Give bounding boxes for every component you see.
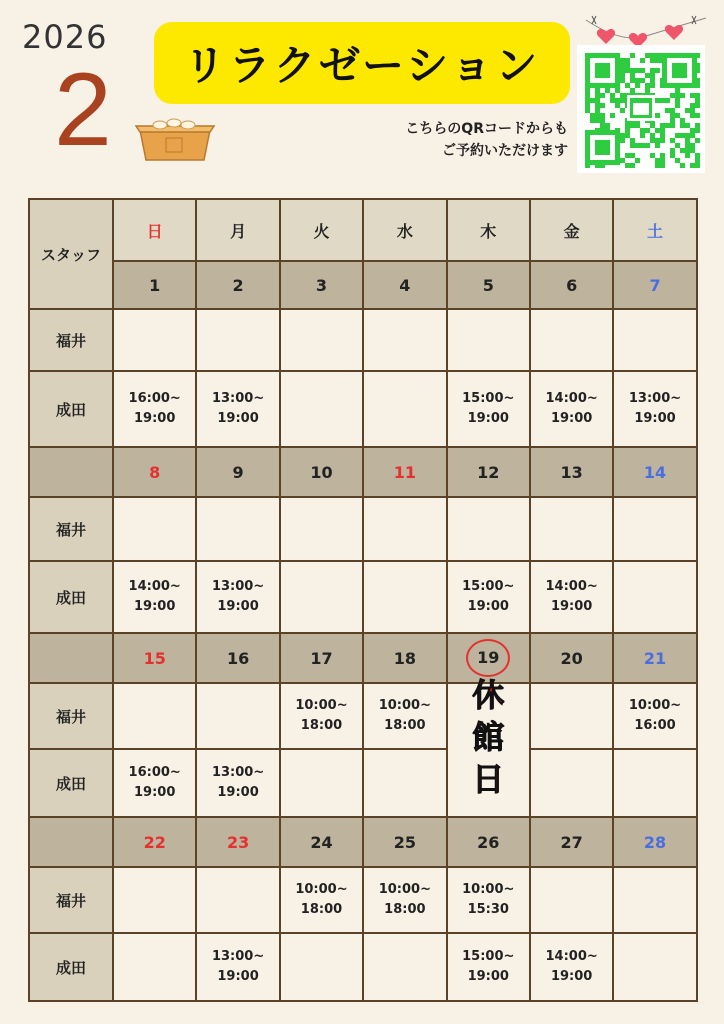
schedule-slot[interactable] — [530, 867, 613, 933]
schedule-slot[interactable] — [613, 309, 696, 371]
slot-end-time: 19:00 — [217, 599, 259, 614]
weekday-header — [363, 199, 446, 261]
staff-name — [29, 561, 113, 633]
schedule-slot[interactable] — [196, 867, 279, 933]
slot-start-time: 10:00~ — [628, 698, 682, 713]
date-number: 28 — [643, 832, 667, 852]
date-number: 24 — [310, 832, 333, 852]
schedule-table — [28, 198, 698, 1002]
schedule-slot[interactable] — [113, 497, 196, 561]
schedule-slot[interactable] — [447, 309, 530, 371]
schedule-slot[interactable] — [530, 683, 613, 749]
schedule-slot[interactable] — [113, 749, 196, 817]
date-cell[interactable] — [530, 633, 613, 683]
staff-name-label: 成田 — [55, 400, 86, 419]
schedule-slot[interactable] — [196, 497, 279, 561]
slot-start-time: 13:00~ — [211, 949, 265, 964]
staff-name-label: 成田 — [55, 774, 86, 793]
date-number: 11 — [393, 462, 416, 482]
month-number: 2 — [54, 52, 112, 168]
slot-end-time: 19:00 — [550, 411, 593, 426]
schedule-slot[interactable] — [613, 749, 696, 817]
schedule-slot[interactable] — [113, 561, 196, 633]
closed-char: 休 — [472, 676, 505, 714]
schedule-slot[interactable] — [530, 561, 613, 633]
date-cell[interactable] — [613, 817, 696, 867]
date-number: 7 — [649, 275, 661, 295]
schedule-slot[interactable] — [196, 371, 279, 447]
slot-start-time: 13:00~ — [211, 765, 265, 780]
date-number: 25 — [393, 832, 416, 852]
page-title: リラクゼーション — [183, 41, 541, 90]
slot-end-time: 19:00 — [217, 411, 259, 426]
slot-start-time: 13:00~ — [628, 391, 682, 406]
schedule-slot[interactable] — [530, 933, 613, 1001]
weekday-header — [530, 199, 613, 261]
date-cell[interactable] — [113, 447, 196, 497]
date-number: 1 — [149, 275, 161, 295]
schedule-slot[interactable] — [447, 371, 530, 447]
date-number: 14 — [643, 462, 667, 482]
schedule-slot[interactable] — [613, 867, 696, 933]
date-row-spacer — [29, 633, 113, 683]
date-cell[interactable] — [280, 633, 363, 683]
slot-start-time: 14:00~ — [545, 579, 598, 594]
schedule-slot[interactable] — [113, 867, 196, 933]
year: 2026 — [22, 18, 108, 56]
staff-name-label: 福井 — [55, 707, 86, 726]
schedule-slot[interactable] — [530, 371, 613, 447]
schedule-slot[interactable] — [113, 683, 196, 749]
schedule-slot[interactable] — [196, 749, 279, 817]
schedule-slot[interactable] — [113, 933, 196, 1001]
schedule-slot[interactable] — [530, 497, 613, 561]
slot-end-time: 19:00 — [217, 969, 259, 984]
schedule-slot[interactable] — [363, 749, 446, 817]
schedule-slot[interactable] — [113, 371, 196, 447]
qr-note-line2: ご予約いただけます — [442, 143, 568, 159]
date-number: 4 — [399, 275, 411, 295]
date-number: 12 — [477, 462, 500, 482]
schedule-slot[interactable] — [196, 683, 279, 749]
date-cell[interactable] — [613, 261, 696, 309]
weekday-label: 日 — [146, 221, 163, 241]
staff-header-label: スタッフ — [40, 245, 101, 264]
date-cell[interactable] — [280, 261, 363, 309]
date-cell[interactable] — [613, 447, 696, 497]
slot-end-time: 19:00 — [467, 411, 509, 426]
staff-name — [29, 683, 113, 749]
slot-end-time: 16:00 — [634, 718, 676, 733]
weekday-header — [613, 199, 696, 261]
slot-start-time: 15:00~ — [462, 949, 515, 964]
staff-name — [29, 309, 113, 371]
date-row-spacer — [29, 817, 113, 867]
schedule-slot[interactable] — [280, 309, 363, 371]
masu-box-icon — [134, 116, 216, 162]
schedule-slot[interactable] — [613, 497, 696, 561]
date-row-spacer — [29, 447, 113, 497]
date-cell[interactable] — [280, 817, 363, 867]
slot-end-time: 19:00 — [550, 969, 593, 984]
date-cell[interactable] — [196, 447, 279, 497]
schedule-slot[interactable] — [280, 683, 363, 749]
date-cell[interactable] — [530, 817, 613, 867]
date-cell[interactable] — [530, 447, 613, 497]
staff-name — [29, 497, 113, 561]
slot-end-time: 19:00 — [134, 599, 176, 614]
slot-start-time: 15:00~ — [462, 579, 515, 594]
closed-char: 日 — [472, 760, 505, 798]
weekday-header — [196, 199, 279, 261]
weekday-label: 土 — [647, 221, 664, 241]
staff-name — [29, 867, 113, 933]
date-number: 8 — [149, 462, 161, 482]
date-number: 3 — [315, 275, 328, 295]
slot-end-time: 18:00 — [384, 718, 426, 733]
date-number: 5 — [482, 275, 494, 295]
closed-day-label — [468, 674, 508, 800]
slot-start-time: 10:00~ — [378, 882, 431, 897]
date-cell[interactable] — [363, 817, 446, 867]
date-cell[interactable] — [113, 261, 196, 309]
date-number: 26 — [477, 832, 500, 852]
schedule-slot[interactable] — [363, 683, 446, 749]
schedule-slot[interactable] — [447, 867, 530, 933]
date-number: 9 — [232, 462, 244, 482]
date-number: 2 — [232, 275, 244, 295]
date-cell[interactable] — [196, 633, 279, 683]
date-cell[interactable] — [613, 633, 696, 683]
date-number: 17 — [310, 648, 333, 668]
schedule-slot[interactable] — [196, 933, 279, 1001]
slot-start-time: 16:00~ — [128, 765, 181, 780]
weekday-label: 金 — [563, 221, 580, 241]
staff-name-label: 成田 — [55, 958, 86, 977]
staff-name-label: 福井 — [55, 520, 86, 539]
schedule-slot[interactable] — [363, 933, 446, 1001]
date-cell[interactable] — [280, 447, 363, 497]
slot-end-time: 18:00 — [384, 902, 426, 917]
date-number: 20 — [560, 648, 583, 668]
weekday-label: 月 — [230, 221, 247, 241]
schedule-slot[interactable] — [363, 867, 446, 933]
title-banner — [154, 22, 570, 104]
schedule-slot[interactable] — [447, 561, 530, 633]
qr-note-line1: こちらのQRコードからも — [405, 121, 568, 137]
qr-code[interactable] — [577, 45, 705, 173]
weekday-label: 水 — [396, 221, 413, 241]
schedule-slot[interactable] — [280, 371, 363, 447]
schedule-slot[interactable] — [363, 371, 446, 447]
date-number: 16 — [226, 648, 250, 668]
date-cell[interactable] — [447, 447, 530, 497]
slot-start-time: 10:00~ — [378, 698, 431, 713]
schedule-slot[interactable] — [530, 749, 613, 817]
date-cell[interactable] — [113, 633, 196, 683]
weekday-header — [447, 199, 530, 261]
weekday-header — [113, 199, 196, 261]
schedule-slot[interactable] — [363, 561, 446, 633]
date-cell[interactable] — [447, 261, 530, 309]
slot-end-time: 18:00 — [300, 718, 343, 733]
slot-end-time: 19:00 — [467, 969, 509, 984]
closed-day-circle: 19 — [466, 639, 510, 677]
slot-start-time: 14:00~ — [545, 391, 598, 406]
slot-start-time: 16:00~ — [128, 391, 181, 406]
date-cell[interactable] — [196, 817, 279, 867]
weekday-label: 火 — [313, 221, 330, 241]
slot-start-time: 10:00~ — [295, 882, 348, 897]
date-cell[interactable] — [530, 261, 613, 309]
slot-start-time: 14:00~ — [545, 949, 598, 964]
schedule-slot[interactable] — [196, 309, 279, 371]
slot-end-time: 19:00 — [467, 599, 509, 614]
slot-end-time: 19:00 — [134, 785, 176, 800]
qr-note — [405, 118, 568, 162]
schedule-slot[interactable] — [447, 676, 530, 817]
date-number: 23 — [226, 832, 250, 852]
date-number: 27 — [560, 832, 583, 852]
schedule-slot[interactable] — [363, 309, 446, 371]
schedule-slot[interactable] — [280, 933, 363, 1001]
date-number: 13 — [560, 462, 583, 482]
staff-name-label: 成田 — [55, 588, 86, 607]
date-cell[interactable] — [447, 817, 530, 867]
date-number: 10 — [310, 462, 333, 482]
staff-header — [29, 199, 113, 309]
schedule-slot[interactable] — [613, 933, 696, 1001]
slot-start-time: 13:00~ — [211, 579, 265, 594]
weekday-label: 木 — [480, 221, 497, 241]
slot-end-time: 19:00 — [217, 785, 259, 800]
weekday-header — [280, 199, 363, 261]
date-number: 15 — [143, 648, 166, 668]
date-number: 21 — [643, 648, 667, 668]
slot-end-time: 15:30 — [467, 902, 509, 917]
schedule-slot[interactable] — [113, 309, 196, 371]
date-number: 6 — [566, 275, 578, 295]
schedule-slot[interactable] — [280, 867, 363, 933]
date-cell[interactable] — [113, 817, 196, 867]
slot-start-time: 14:00~ — [128, 579, 181, 594]
staff-name — [29, 749, 113, 817]
date-number: 18 — [393, 648, 416, 668]
schedule-slot[interactable] — [613, 683, 696, 749]
slot-start-time: 15:00~ — [462, 391, 515, 406]
date-cell[interactable] — [363, 633, 446, 683]
slot-end-time: 19:00 — [134, 411, 176, 426]
slot-start-time: 13:00~ — [211, 391, 265, 406]
date-number: 22 — [143, 832, 166, 852]
schedule-slot[interactable] — [530, 309, 613, 371]
slot-end-time: 18:00 — [300, 902, 343, 917]
schedule-slot[interactable] — [363, 497, 446, 561]
schedule-slot[interactable] — [613, 371, 696, 447]
staff-name-label: 福井 — [55, 331, 86, 350]
staff-name — [29, 933, 113, 1001]
slot-end-time: 19:00 — [634, 411, 676, 426]
schedule-slot[interactable] — [613, 561, 696, 633]
slot-end-time: 19:00 — [550, 599, 593, 614]
schedule-slot[interactable] — [280, 749, 363, 817]
schedule-slot[interactable] — [280, 497, 363, 561]
schedule-slot[interactable] — [447, 497, 530, 561]
date-cell[interactable] — [196, 261, 279, 309]
schedule-slot[interactable] — [280, 561, 363, 633]
qr-code-icon — [577, 45, 705, 173]
date-cell[interactable] — [363, 261, 446, 309]
slot-start-time: 10:00~ — [462, 882, 515, 897]
closed-char: 館 — [472, 718, 505, 756]
date-cell[interactable] — [363, 447, 446, 497]
staff-name — [29, 371, 113, 447]
staff-name-label: 福井 — [55, 891, 86, 910]
schedule-slot[interactable] — [196, 561, 279, 633]
slot-start-time: 10:00~ — [295, 698, 348, 713]
schedule-slot[interactable] — [447, 933, 530, 1001]
